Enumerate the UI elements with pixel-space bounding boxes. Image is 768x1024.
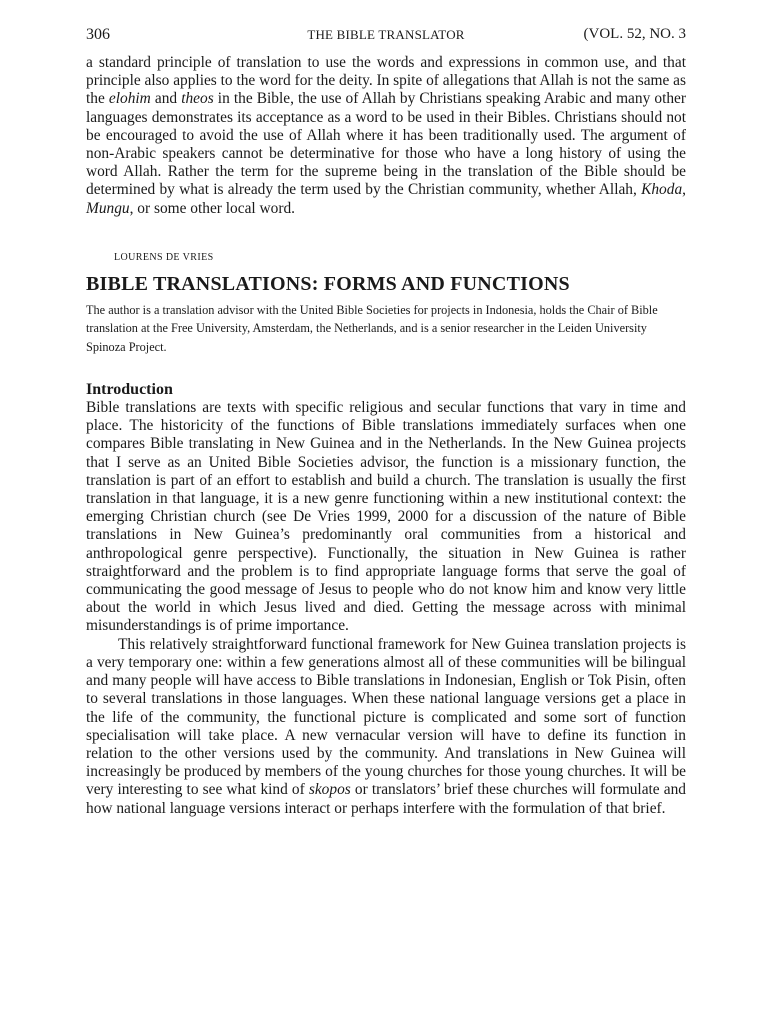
introduction-paragraph-2: This relatively straightforward functional framework for New Guinea translation projects is a very temporary one: within a few generations almost all of these communities will be bilingual and many people will have access to Bible translations in Indonesian, English or Tok Pisin, often to several translations in those languages. When these national language versions get a place in the life of the community, the functional picture is complicated and some sort of function specialisation will take place. A new vernacular version will have to define its function in relation to the other versions used by the community. And translations in New Guinea will increasingly be produced by members of the young churches for those young churches. It will be very interesting to see what kind of skopos or translators’ brief these churches will formulate and how national language versions interact or perhaps interfere with the formulation of that brief.: [86, 635, 686, 817]
section-heading-introduction: Introduction: [86, 381, 173, 399]
article-title: BIBLE TRANSLATIONS: FORMS AND FUNCTIONS: [86, 272, 570, 295]
article-author: LOURENS DE VRIES: [114, 251, 214, 263]
introduction-paragraph-1: Bible translations are texts with specific religious and secular functions that vary in time and place. The historicity of the functions of Bible translations immediately surfaces when one compares Bible translating in New Guinea and in the Netherlands. In the New Guinea projects that I serve as an United Bible Societies advisor, the function is a missionary function, the translation is part of an effort to establish and build a church. The translation is usually the first translation in that language, it is a new genre functioning within a new institutional context: the emerging Christian church (see De Vries 1999, 2000 for a discussion of the nature of Bible translations in New Guinea’s predominantly oral communities from a historical and anthropological genre perspective). Functionally, the situation in New Guinea is rather straightforward and the problem is to find appropriate language forms that serve the goal of communicating the good message of Jesus to people who do not know him and know very little about the world in which Jesus lived and died. Getting the message across with minimal misunderstandings is of prime importance.: [86, 399, 686, 635]
author-affiliation-note: The author is a translation advisor with the United Bible Societies for projects in Indonesia, holds the Chair of Bible translation at the Free University, Amsterdam, the Netherlands, and is a senior researcher in the Leiden University Spinoza Project.: [86, 302, 658, 354]
italic-term: Mungu: [86, 199, 130, 217]
carryover-paragraph: a standard principle of translation to use the words and expressions in common use, and that principle also applies to the word for the deity. In spite of allegations that Allah is not the same as the elohim and theos in the Bible, the use of Allah by Christians speaking Arabic and many other languages demonstrates its acceptance as a word to be used in their Bibles. Christians should not be encouraged to avoid the use of Allah where it has been traditionally used. The argument of non-Arabic speakers cannot be determinative for those who have a long history of using the word Allah. Rather the term for the supreme being in the translation of the Bible should be determined by what is already the term used by the Christian community, whether Allah, Khoda, Mungu, or some other local word.: [86, 54, 686, 217]
italic-term: skopos: [308, 781, 351, 799]
italic-term: theos: [181, 90, 214, 108]
journal-title: THE BIBLE TRANSLATOR: [307, 27, 465, 42]
page: [86, 24, 686, 818]
italic-term: Khoda: [641, 181, 683, 199]
italic-term: elohim: [108, 90, 151, 108]
volume-issue: (VOL. 52, NO. 3: [583, 26, 686, 42]
running-header: [86, 24, 686, 54]
page-number: 306: [86, 26, 110, 43]
